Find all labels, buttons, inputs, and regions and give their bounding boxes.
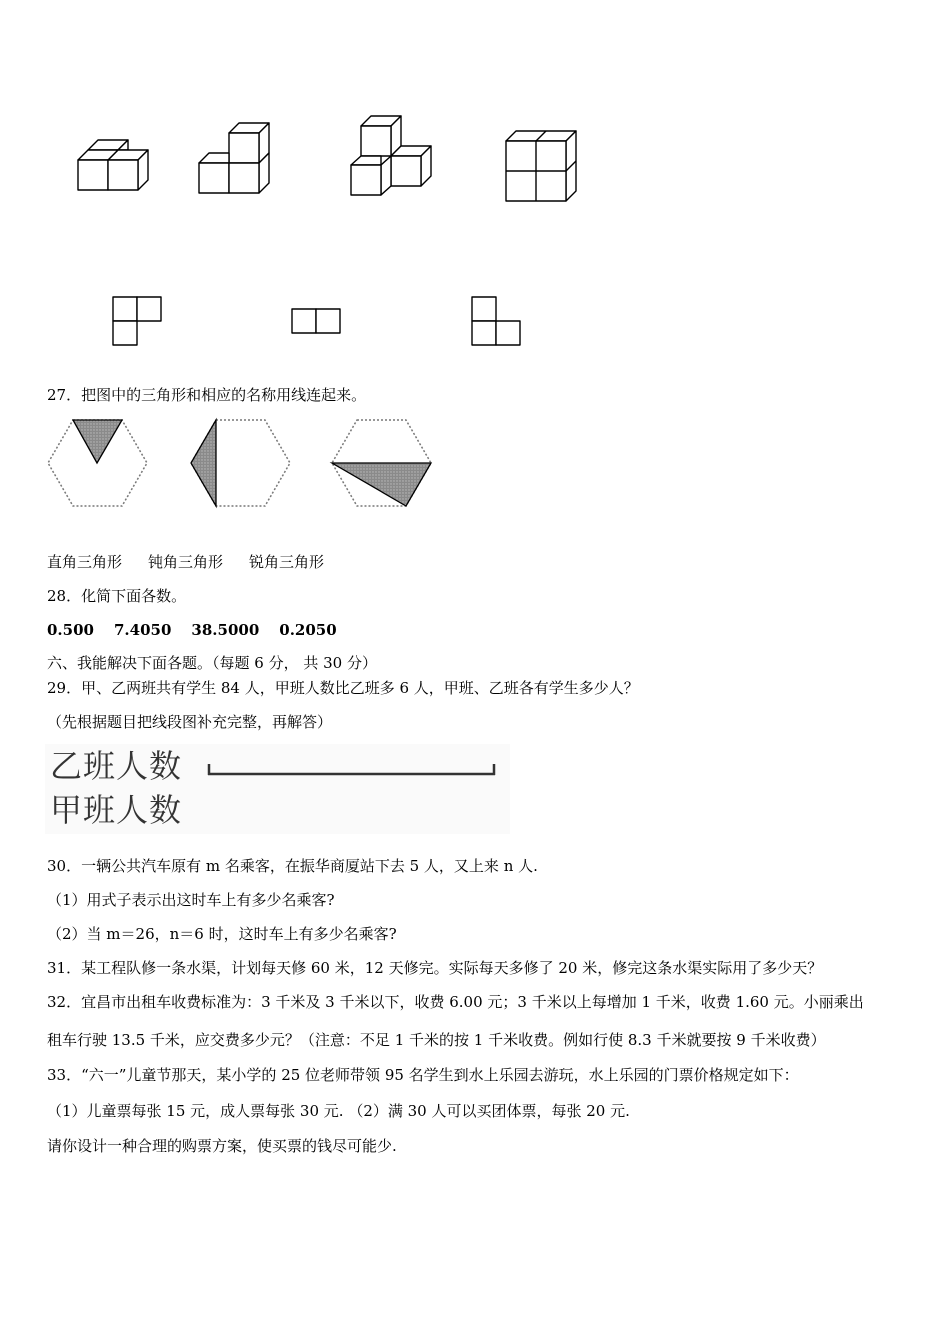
hexagon-figures <box>0 412 950 522</box>
q31-text: 31．某工程队修一条水渠，计划每天修 60 米，12 天修完。实际每天多修了 20 米，修完这条水渠实际用了多少天？ <box>47 959 823 977</box>
section6-heading: 六、我能解决下面各题。（每题 6 分， 共 30 分） <box>47 654 377 672</box>
view-shape-1 <box>113 297 161 345</box>
q30-text: 30．一辆公共汽车原有 m 名乘客，在振华商厦站下去 5 人，又上来 n 人. <box>47 857 538 875</box>
q27-text: 27．把图中的三角形和相应的名称用线连起来。 <box>47 386 367 404</box>
q33-ask: 请你设计一种合理的购票方案，使买票的钱尽可能少. <box>47 1137 397 1155</box>
number-2: 7.4050 <box>113 621 172 639</box>
cube-figures <box>0 0 950 360</box>
q28-numbers <box>47 620 337 640</box>
hexagon-3 <box>332 420 431 506</box>
hexagon-1 <box>48 420 147 506</box>
q29-text: 29．甲、乙两班共有学生 84 人，甲班人数比乙班多 6 人，甲班、乙班各有学生多少人？ <box>47 679 639 697</box>
q30-sub2: （2）当 m＝26，n＝6 时，这时车上有多少名乘客? <box>47 925 397 943</box>
q28-text: 28．化简下面各数。 <box>47 587 187 605</box>
number-3: 38.5000 <box>191 621 260 639</box>
view-shape-3 <box>472 297 520 345</box>
name-right-triangle: 直角三角形 <box>47 553 123 571</box>
view-shape-2 <box>292 309 340 333</box>
label-class-b: 乙班人数 <box>50 747 183 785</box>
q32-line2: 租车行驶 13.5 千米，应交费多少元？（注意：不足 1 千米的按 1 千米收费。例如行使 8.3 千米就要按 9 千米收费） <box>47 1031 826 1049</box>
name-obtuse-triangle: 钝角三角形 <box>148 553 224 571</box>
cube-solid-3 <box>351 116 431 195</box>
q30-sub1: （1）用式子表示出这时车上有多少名乘客? <box>47 891 335 909</box>
segment-line-b <box>45 744 510 834</box>
q32-line1: 32．宜昌市出租车收费标准为：3 千米及 3 千米以下，收费 6.00 元；3 千米以上每增加 1 千米，收费 1.60 元。小丽乘出 <box>47 993 864 1011</box>
hexagon-2 <box>191 420 290 506</box>
label-class-a: 甲班人数 <box>50 791 183 829</box>
q33-text: 33．“六一”儿童节那天，某小学的 25 位老师带领 95 名学生到水上乐园去游玩，水上乐园的门票价格规定如下： <box>47 1066 799 1084</box>
triangle-names <box>47 552 324 572</box>
name-acute-triangle: 锐角三角形 <box>249 553 325 571</box>
cube-solid-1 <box>78 140 148 190</box>
segment-diagram <box>45 744 510 834</box>
q29-note: （先根据题目把线段图补充完整，再解答） <box>47 713 333 731</box>
cube-solid-2 <box>199 123 269 193</box>
number-4: 0.2050 <box>279 621 337 639</box>
cube-solid-4 <box>506 131 576 201</box>
number-1: 0.500 <box>47 621 94 639</box>
q33-rule: （1）儿童票每张 15 元，成人票每张 30 元. （2）满 30 人可以买团体票，每张 20 元. <box>47 1102 630 1120</box>
